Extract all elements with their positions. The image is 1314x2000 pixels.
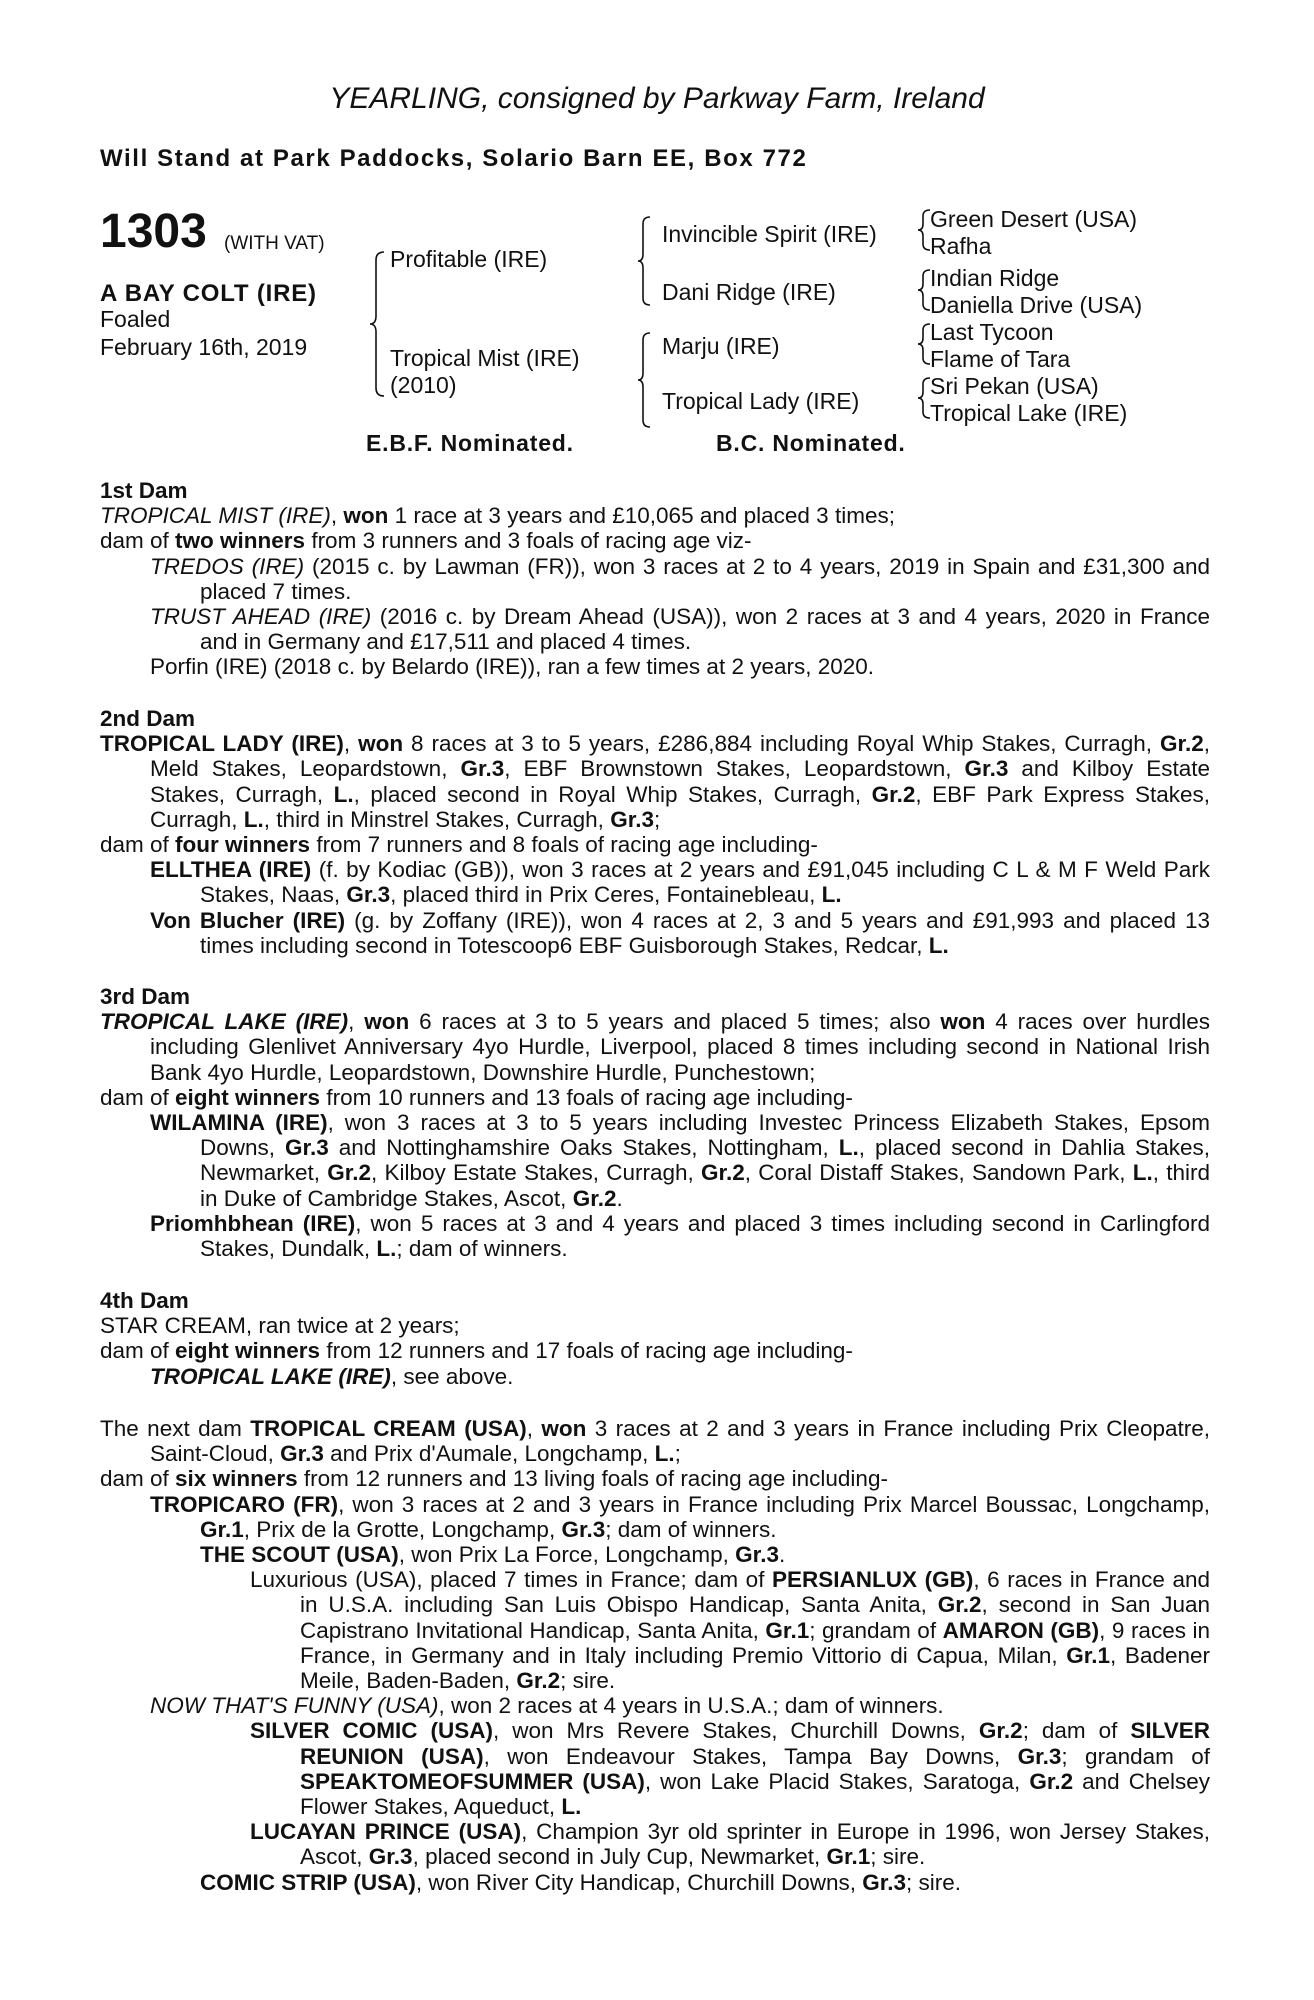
ped-dam-year: (2010) bbox=[390, 372, 457, 398]
ped-dds: Sri Pekan (USA) bbox=[930, 373, 1099, 399]
offspring-ellthea: ELLTHEA (IRE) (f. by Kodiac (GB)), won 3 races at 2 years and £91,045 including C L & M F Weld Park Stakes, Naas, Gr.3, placed third in Prix Ceres, Fontainebleau, L. bbox=[150, 857, 1210, 908]
first-dam-damof: dam of two winners from 3 runners and 3 foals of racing age viz- bbox=[100, 528, 752, 554]
offspring-priomhbhean: Priomhbhean (IRE), won 5 races at 3 and 4 years and placed 3 times including second in Carlingford Stakes, Dundalk, L.; dam of winners. bbox=[150, 1210, 1210, 1262]
next-dam-main: The next dam TROPICAL CREAM (USA), won 3 races at 2 and 3 years in France including Prix Cleopatre, Saint-Cloud, Gr.3 and Prix d'Aumale, Longchamp, L.; bbox=[100, 1416, 1210, 1467]
fourth-dam-main: STAR CREAM, ran twice at 2 years; bbox=[100, 1313, 460, 1339]
second-dam-main: TROPICAL LADY (IRE), won 8 races at 3 to 5 years, £286,884 including Royal Whip Stakes, Curragh, Gr.2, Meld Stakes, Leopardstown, Gr.3, EBF Brownstown Stakes, Leopardstown, Gr.3 and Kilboy Estate Stakes, Curragh, L., placed second in Royal Whip Stakes, Curragh, Gr.2, EBF Park Express Stakes, Curragh, L., third in Minstrel Stakes, Curragh, Gr.3; bbox=[100, 731, 1211, 832]
stand-line: Will Stand at Park Paddocks, Solario Barn EE, Box 772 bbox=[100, 145, 808, 172]
offspring-comic-strip: COMIC STRIP (USA), won River City Handicap, Churchill Downs, Gr.3; sire. bbox=[200, 1869, 962, 1895]
second-dam-section bbox=[100, 706, 1210, 958]
first-dam-heading: 1st Dam bbox=[100, 478, 188, 503]
lot-name: A BAY COLT (IRE) bbox=[100, 280, 317, 307]
offspring-luxurious: Luxurious (USA), placed 7 times in France; dam of PERSIANLUX (GB), 6 races in France and in U.S.A. including San Luis Obispo Handicap, Santa Anita, Gr.2, second in San Juan Capistrano Invitational Handicap, Santa Anita, Gr.1; grandam of AMARON (GB), 9 races in France, in Germany and in Italy including Premio Vittorio di Capua, Milan, Gr.1, Badener Meile, Baden-Baden, Gr.2; sire. bbox=[250, 1567, 1211, 1694]
ped-sdd: Daniella Drive (USA) bbox=[930, 292, 1143, 318]
ped-dam-name: Tropical Mist (IRE) bbox=[390, 345, 580, 371]
offspring-tropical-lake: TROPICAL LAKE (IRE), see above. bbox=[150, 1363, 514, 1389]
ped-sire: Profitable (IRE) bbox=[390, 246, 548, 272]
offspring-porfin: Porfin (IRE) (2018 c. by Belardo (IRE)), ran a few times at 2 years, 2020. bbox=[150, 654, 875, 680]
second-dam-damof: dam of four winners from 7 runners and 8 foals of racing age including- bbox=[100, 832, 818, 858]
ebf-nominated: E.B.F. Nominated. bbox=[366, 430, 574, 456]
offspring-silver-comic: SILVER COMIC (USA), won Mrs Revere Stakes, Churchill Downs, Gr.2; dam of SILVER REUNION (USA), won Endeavour Stakes, Tampa Bay Downs, Gr.3; grandam of SPEAKTOMEOFSUMMER (USA), won Lake Placid Stakes, Saratoga, Gr.2 and Chelsey Flower Stakes, Aqueduct, L. bbox=[250, 1718, 1211, 1820]
offspring-lucayan-prince: LUCAYAN PRINCE (USA), Champion 3yr old sprinter in Europe in 1996, won Jersey Stakes, Ascot, Gr.3, placed second in July Cup, Newmarket, Gr.1; sire. bbox=[250, 1819, 1210, 1870]
third-dam-heading: 3rd Dam bbox=[100, 984, 191, 1009]
bc-nominated: B.C. Nominated. bbox=[716, 430, 906, 456]
first-dam-line: TROPICAL MIST (IRE), won 1 race at 3 years and £10,065 and placed 3 times; bbox=[100, 503, 895, 529]
second-dam-heading: 2nd Dam bbox=[100, 706, 196, 731]
ped-sire-dam: Dani Ridge (IRE) bbox=[662, 279, 836, 305]
next-dam-damof: dam of six winners from 12 runners and 13 living foals of racing age including- bbox=[100, 1466, 888, 1492]
foaled-label: Foaled bbox=[100, 306, 171, 332]
offspring-trust-ahead: TRUST AHEAD (IRE) (2016 c. by Dream Ahead (USA)), won 2 races at 3 and 4 years, 2020 in France and in Germany and £17,511 and placed 4 times. bbox=[150, 604, 1210, 655]
ped-dsd: Flame of Tara bbox=[930, 346, 1071, 372]
fourth-dam-section bbox=[100, 1288, 1210, 1389]
offspring-tredos: TREDOS (IRE) (2015 c. by Lawman (FR)), won 3 races at 2 to 4 years, 2019 in Spain and £31,300 and placed 7 times. bbox=[150, 553, 1210, 604]
ped-dam-sire: Marju (IRE) bbox=[662, 333, 780, 359]
ped-sire-sire: Invincible Spirit (IRE) bbox=[662, 221, 877, 247]
consigned-line: YEARLING, consigned by Parkway Farm, Ireland bbox=[329, 82, 985, 115]
ped-sds: Indian Ridge bbox=[930, 265, 1060, 291]
fourth-dam-heading: 4th Dam bbox=[100, 1288, 189, 1313]
offspring-wilamina: WILAMINA (IRE), won 3 races at 3 to 5 years including Investec Princess Elizabeth Stakes, Epsom Downs, Gr.3 and Nottinghamshire Oaks Stakes, Nottingham, L., placed second in Dahlia Stakes, Newmarket, Gr.2, Kilboy Estate Stakes, Curragh, Gr.2, Coral Distaff Stakes, Sandown Park, L., third in Duke of Cambridge Stakes, Ascot, Gr.2. bbox=[150, 1110, 1211, 1211]
lot-number: 1303 bbox=[100, 205, 207, 258]
ped-dam bbox=[390, 345, 580, 399]
ped-dam-dam: Tropical Lady (IRE) bbox=[662, 388, 860, 414]
third-dam-section bbox=[100, 984, 1210, 1261]
vat-note: (WITH VAT) bbox=[224, 233, 325, 254]
ped-ddd: Tropical Lake (IRE) bbox=[930, 400, 1128, 426]
offspring-the-scout: THE SCOUT (USA), won Prix La Force, Longchamp, Gr.3. bbox=[200, 1542, 786, 1568]
foaled-date: February 16th, 2019 bbox=[100, 334, 308, 360]
ped-dss: Last Tycoon bbox=[930, 319, 1054, 345]
ped-ssd: Rafha bbox=[930, 233, 992, 259]
offspring-now-thats-funny: NOW THAT'S FUNNY (USA), won 2 races at 4 years in U.S.A.; dam of winners. bbox=[150, 1693, 944, 1719]
third-dam-main: TROPICAL LAKE (IRE), won 6 races at 3 to 5 years and placed 5 times; also won 4 races over hurdles including Glenlivet Anniversary 4yo Hurdle, Liverpool, placed 8 times including second in National Irish Bank 4yo Hurdle, Leopardstown, Downshire Hurdle, Punchestown; bbox=[100, 1009, 1210, 1085]
offspring-tropicaro: TROPICARO (FR), won 3 races at 2 and 3 years in France including Prix Marcel Boussac, Longchamp, Gr.1, Prix de la Grotte, Longchamp, Gr.3; dam of winners. bbox=[150, 1491, 1210, 1542]
fourth-dam-damof: dam of eight winners from 12 runners and 17 foals of racing age including- bbox=[100, 1338, 853, 1364]
first-dam-section bbox=[100, 478, 1210, 680]
next-dam-section bbox=[100, 1416, 1210, 1895]
third-dam-damof: dam of eight winners from 10 runners and 13 foals of racing age including- bbox=[100, 1084, 853, 1110]
ped-sss: Green Desert (USA) bbox=[930, 206, 1138, 232]
offspring-von-blucher: Von Blucher (IRE) (g. by Zoffany (IRE)), won 4 races at 2, 3 and 5 years and £91,993 and placed 13 times including second in Totescoop6 EBF Guisborough Stakes, Redcar, L. bbox=[150, 907, 1210, 958]
